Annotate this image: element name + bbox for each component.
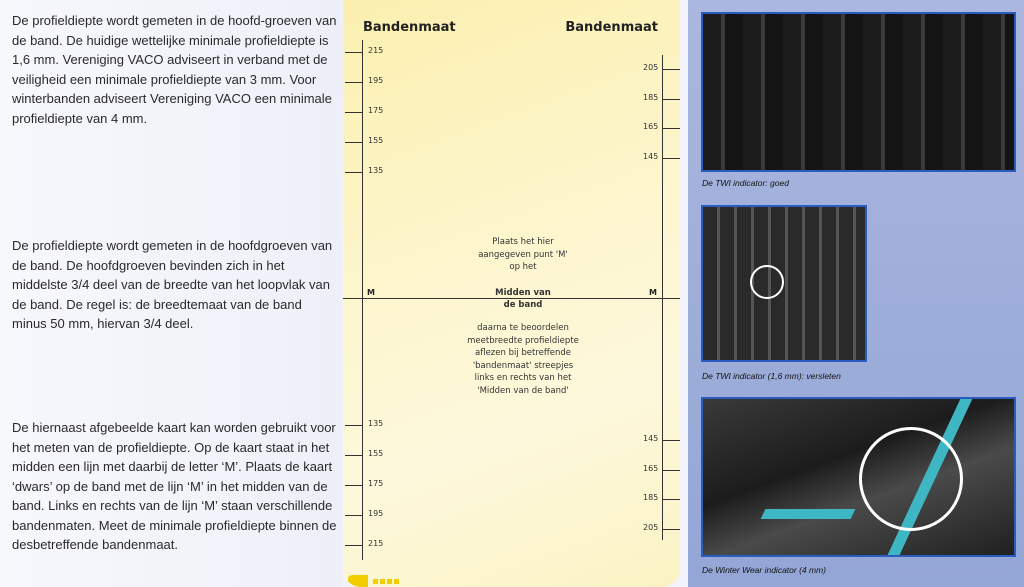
size-tick: [345, 425, 362, 426]
size-tick-label: 185: [643, 493, 659, 502]
size-tick: [345, 112, 362, 113]
size-tick-label: 185: [643, 93, 659, 102]
instruction-top: Plaats het hier aangegeven punt 'M' op het: [478, 237, 568, 272]
brand-dots: [373, 579, 399, 584]
size-tick-label: 155: [368, 136, 384, 145]
size-tick-label: 215: [368, 539, 384, 548]
center-label: Midden van de band: [495, 288, 551, 310]
size-tick-label: 165: [643, 122, 659, 131]
size-tick-label: 205: [643, 523, 659, 532]
photo-panel: [688, 0, 1024, 587]
size-tick-label: 165: [643, 464, 659, 473]
size-tick-label: 175: [368, 479, 384, 488]
size-tick-label: 195: [368, 509, 384, 518]
m-label-right: M: [649, 288, 657, 297]
size-tick: [345, 142, 362, 143]
size-tick: [662, 69, 680, 70]
size-tick: [345, 545, 362, 546]
size-tick: [662, 440, 680, 441]
size-tick-label: 145: [643, 434, 659, 443]
tyre-photo-good: [701, 12, 1016, 172]
size-tick: [345, 455, 362, 456]
instruction-bottom: daarna te beoordelen meetbreedte profieldiepte aflezen bij betreffende 'bandenmaat' streepjes links en rechts van het 'Midden van de band': [467, 323, 579, 396]
winter-wear-highlight-circle: [859, 427, 963, 531]
explanation-panel: [0, 0, 342, 587]
tyre-size-title-left: Bandenmaat: [363, 20, 456, 35]
size-tick-label: 205: [643, 63, 659, 72]
size-tick: [662, 529, 680, 530]
m-label-left: M: [367, 288, 375, 297]
size-tick-label: 145: [643, 152, 659, 161]
left-axis: [362, 40, 363, 560]
caption-twi-worn: De TWI indicator (1,6 mm): versleten: [702, 371, 841, 381]
size-tick: [662, 158, 680, 159]
size-tick-label: 135: [368, 419, 384, 428]
size-tick: [345, 172, 362, 173]
size-tick: [345, 82, 362, 83]
tyre-size-title-right: Bandenmaat: [565, 20, 658, 35]
tyre-photo-worn: [701, 205, 867, 362]
size-tick-label: 175: [368, 106, 384, 115]
size-tick: [662, 499, 680, 500]
size-tick: [345, 515, 362, 516]
twi-highlight-circle: [750, 265, 784, 299]
size-tick-label: 215: [368, 46, 384, 55]
size-tick: [662, 99, 680, 100]
size-tick: [345, 485, 362, 486]
paragraph-main-grooves: De profieldiepte wordt gemeten in de hoofdgroeven van de band. De hoofdgroeven bevinden zich in het middelste 3/4 deel van de breedte van het loopvlak van de band. De regel is: de breedtemaat van de band minus 50 mm, hiervan 3/4 deel.: [12, 238, 333, 331]
size-tick-label: 135: [368, 166, 384, 175]
tyre-photo-winter: [701, 397, 1016, 557]
paragraph-tread-depth-law: De profieldiepte wordt gemeten in de hoofd-groeven van de band. De huidige wettelijke minimale profieldiepte is 1,6 mm. Vereniging VACO adviseert in verband met de veiligheid een minimale profieldiepte van 3 mm. Voor winterbanden adviseert Vereniging VACO een minimale profieldiepte van 4 mm.: [12, 13, 337, 126]
caption-twi-good: De TWI indicator: goed: [702, 178, 789, 188]
paragraph-card-usage: De hiernaast afgebeelde kaart kan worden gebruikt voor het meten van de profieldiepte. Op de kaart staat in het midden een lijn met daarbij de letter ‘M’. Plaats de kaart ‘dwars’ op de band met de lijn ‘M’ in het midden van de band. Links en rechts van de lijn ‘M’ staan verschillende bandenmaten. Meet de minimale profieldiepte binnen de desbetreffende bandenmaat.: [12, 420, 337, 552]
brand-logo: [348, 575, 368, 587]
size-tick-label: 155: [368, 449, 384, 458]
size-tick: [662, 470, 680, 471]
size-tick: [662, 128, 680, 129]
size-tick: [345, 52, 362, 53]
caption-winter-wear: De Winter Wear indicator (4 mm): [702, 565, 826, 575]
size-tick-label: 195: [368, 76, 384, 85]
tread-depth-card: [343, 0, 680, 587]
